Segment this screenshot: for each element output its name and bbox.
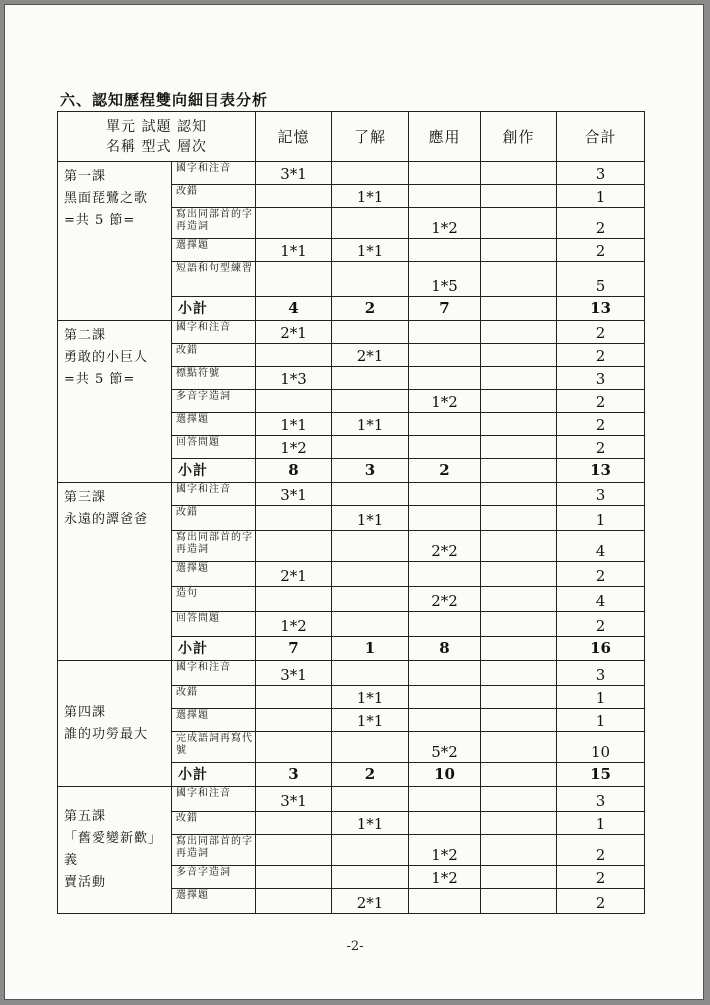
apply-cell <box>409 162 481 185</box>
total-cell: 5 <box>557 262 645 297</box>
page-number: -2- <box>346 939 364 954</box>
remember-cell <box>256 185 332 208</box>
unit-name-line: 第二課 <box>64 328 107 343</box>
table-row <box>58 321 645 344</box>
unit-name-line: 勇敢的小巨人 <box>64 350 149 365</box>
question-type-cell: 完成語詞再寫代號 <box>172 732 256 763</box>
remember-cell <box>256 686 332 709</box>
remember-cell: 1*2 <box>256 612 332 637</box>
unit-name-line: 「舊愛變新歡」義 <box>64 831 163 868</box>
create-cell <box>481 483 557 506</box>
apply-cell <box>409 483 481 506</box>
total-cell: 3 <box>557 367 645 390</box>
create-cell <box>481 661 557 686</box>
remember-cell: 3*1 <box>256 661 332 686</box>
apply-cell: 2*2 <box>409 587 481 612</box>
understand-cell <box>332 587 409 612</box>
question-type-cell: 選擇題 <box>172 239 256 262</box>
unit-name-line: 第一課 <box>64 169 107 184</box>
understand-cell: 1*1 <box>332 413 409 436</box>
understand-cell: 1*1 <box>332 239 409 262</box>
total-cell: 4 <box>557 531 645 562</box>
create-cell <box>481 763 557 787</box>
total-cell: 2 <box>557 321 645 344</box>
unit-name-line: 第四課 <box>64 704 107 720</box>
total-cell: 1 <box>557 185 645 208</box>
total-cell: 2 <box>557 866 645 889</box>
understand-cell <box>332 866 409 889</box>
understand-cell: 1*1 <box>332 812 409 835</box>
remember-cell: 1*2 <box>256 436 332 459</box>
understand-cell: 3 <box>332 459 409 483</box>
unit-header-cell <box>58 112 256 162</box>
total-cell: 1 <box>557 686 645 709</box>
question-type-cell: 改錯 <box>172 686 256 709</box>
remember-cell: 3*1 <box>256 162 332 185</box>
unit-name-line: 賣活動 <box>64 875 107 890</box>
apply-cell <box>409 344 481 367</box>
create-cell <box>481 297 557 321</box>
apply-cell: 1*5 <box>409 262 481 297</box>
total-cell: 3 <box>557 483 645 506</box>
subtotal-label: 小計 <box>172 297 256 321</box>
table-row <box>58 483 645 506</box>
remember-cell: 2*1 <box>256 562 332 587</box>
remember-cell: 1*1 <box>256 239 332 262</box>
create-cell <box>481 587 557 612</box>
remember-cell <box>256 208 332 239</box>
remember-cell <box>256 889 332 914</box>
analysis-table <box>57 111 645 914</box>
question-type-cell: 改錯 <box>172 506 256 531</box>
understand-cell <box>332 612 409 637</box>
understand-cell: 1 <box>332 637 409 661</box>
remember-cell <box>256 866 332 889</box>
understand-cell <box>332 262 409 297</box>
create-cell <box>481 709 557 732</box>
question-type-cell: 短語和句型練習 <box>172 262 256 297</box>
subtotal-label: 小計 <box>172 763 256 787</box>
question-type-cell: 寫出同部首的字再造詞 <box>172 208 256 239</box>
total-cell: 1 <box>557 506 645 531</box>
apply-cell <box>409 321 481 344</box>
apply-cell <box>409 436 481 459</box>
col-apply: 應用 <box>409 112 481 162</box>
create-cell <box>481 436 557 459</box>
total-cell: 2 <box>557 835 645 866</box>
understand-cell <box>332 787 409 812</box>
understand-cell: 1*1 <box>332 506 409 531</box>
unit-name-cell <box>58 321 172 483</box>
apply-cell: 2*2 <box>409 531 481 562</box>
total-cell: 2 <box>557 390 645 413</box>
question-type-cell: 選擇題 <box>172 709 256 732</box>
document-page <box>4 4 704 1000</box>
unit-name-cell <box>58 162 172 321</box>
total-cell: 2 <box>557 208 645 239</box>
understand-cell: 1*1 <box>332 185 409 208</box>
apply-cell: 7 <box>409 297 481 321</box>
apply-cell: 1*2 <box>409 866 481 889</box>
unit-name-line: =共 5 節= <box>64 213 136 228</box>
total-cell: 2 <box>557 889 645 914</box>
remember-cell <box>256 587 332 612</box>
col-create: 創作 <box>481 112 557 162</box>
table-row <box>58 162 645 185</box>
apply-cell: 1*2 <box>409 390 481 413</box>
understand-cell <box>332 835 409 866</box>
total-cell: 15 <box>557 763 645 787</box>
create-cell <box>481 185 557 208</box>
create-cell <box>481 344 557 367</box>
understand-cell <box>332 531 409 562</box>
unit-name-line: 永遠的譚爸爸 <box>64 512 149 527</box>
question-type-cell: 多音字造詞 <box>172 390 256 413</box>
question-type-cell: 回答問題 <box>172 612 256 637</box>
question-type-cell: 標點符號 <box>172 367 256 390</box>
unit-name-line: 第三課 <box>64 490 107 505</box>
unit-name-line: 誰的功勞最大 <box>64 726 149 742</box>
unit-name-line: 第五課 <box>64 809 107 824</box>
apply-cell <box>409 812 481 835</box>
total-cell: 13 <box>557 459 645 483</box>
question-type-cell: 造句 <box>172 587 256 612</box>
apply-cell: 8 <box>409 637 481 661</box>
remember-cell: 3 <box>256 763 332 787</box>
question-type-cell: 改錯 <box>172 344 256 367</box>
create-cell <box>481 732 557 763</box>
understand-cell <box>332 367 409 390</box>
header-row <box>58 112 645 162</box>
question-type-cell: 改錯 <box>172 185 256 208</box>
apply-cell <box>409 787 481 812</box>
total-cell: 3 <box>557 162 645 185</box>
understand-cell: 1*1 <box>332 709 409 732</box>
question-type-cell: 選擇題 <box>172 889 256 914</box>
create-cell <box>481 686 557 709</box>
apply-cell <box>409 889 481 914</box>
apply-cell: 2 <box>409 459 481 483</box>
question-type-cell: 寫出同部首的字再造詞 <box>172 835 256 866</box>
remember-cell: 2*1 <box>256 321 332 344</box>
subtotal-label: 小計 <box>172 459 256 483</box>
unit-name-cell <box>58 661 172 787</box>
question-type-cell: 選擇題 <box>172 562 256 587</box>
understand-cell <box>332 661 409 686</box>
remember-cell <box>256 262 332 297</box>
col-remember: 記憶 <box>256 112 332 162</box>
total-cell: 2 <box>557 413 645 436</box>
remember-cell: 3*1 <box>256 483 332 506</box>
question-type-cell: 國字和注音 <box>172 321 256 344</box>
col-total: 合計 <box>557 112 645 162</box>
create-cell <box>481 787 557 812</box>
remember-cell <box>256 506 332 531</box>
create-cell <box>481 889 557 914</box>
total-cell: 13 <box>557 297 645 321</box>
section-heading: 六、認知歷程雙向細目表分析 <box>60 91 269 109</box>
question-type-cell: 回答問題 <box>172 436 256 459</box>
unit-header-line1: 單元 試題 認知 <box>106 118 207 135</box>
subtotal-label: 小計 <box>172 637 256 661</box>
total-cell: 2 <box>557 239 645 262</box>
create-cell <box>481 812 557 835</box>
apply-cell <box>409 562 481 587</box>
remember-cell <box>256 812 332 835</box>
total-cell: 3 <box>557 787 645 812</box>
create-cell <box>481 835 557 866</box>
total-cell: 1 <box>557 709 645 732</box>
unit-header-line2: 名稱 型式 層次 <box>106 138 207 155</box>
remember-cell <box>256 709 332 732</box>
apply-cell: 10 <box>409 763 481 787</box>
unit-name-line: 黑面琵鷺之歌 <box>64 191 149 206</box>
question-type-cell: 國字和注音 <box>172 483 256 506</box>
apply-cell: 5*2 <box>409 732 481 763</box>
remember-cell <box>256 835 332 866</box>
create-cell <box>481 239 557 262</box>
remember-cell <box>256 732 332 763</box>
remember-cell: 8 <box>256 459 332 483</box>
understand-cell: 2*1 <box>332 889 409 914</box>
create-cell <box>481 531 557 562</box>
total-cell: 2 <box>557 344 645 367</box>
table-row <box>58 787 645 812</box>
remember-cell: 7 <box>256 637 332 661</box>
apply-cell <box>409 612 481 637</box>
create-cell <box>481 390 557 413</box>
total-cell: 2 <box>557 562 645 587</box>
apply-cell <box>409 709 481 732</box>
total-cell: 2 <box>557 436 645 459</box>
total-cell: 1 <box>557 812 645 835</box>
create-cell <box>481 866 557 889</box>
understand-cell: 2*1 <box>332 344 409 367</box>
remember-cell <box>256 344 332 367</box>
create-cell <box>481 459 557 483</box>
question-type-cell: 國字和注音 <box>172 661 256 686</box>
create-cell <box>481 612 557 637</box>
apply-cell: 1*2 <box>409 835 481 866</box>
create-cell <box>481 162 557 185</box>
create-cell <box>481 637 557 661</box>
remember-cell: 3*1 <box>256 787 332 812</box>
total-cell: 4 <box>557 587 645 612</box>
remember-cell: 1*3 <box>256 367 332 390</box>
create-cell <box>481 262 557 297</box>
create-cell <box>481 208 557 239</box>
understand-cell <box>332 208 409 239</box>
understand-cell: 2 <box>332 763 409 787</box>
understand-cell <box>332 162 409 185</box>
apply-cell <box>409 367 481 390</box>
unit-name-cell <box>58 787 172 914</box>
apply-cell <box>409 185 481 208</box>
remember-cell <box>256 390 332 413</box>
apply-cell <box>409 413 481 436</box>
understand-cell <box>332 562 409 587</box>
create-cell <box>481 506 557 531</box>
remember-cell: 1*1 <box>256 413 332 436</box>
table-row <box>58 661 645 686</box>
apply-cell <box>409 506 481 531</box>
unit-name-cell <box>58 483 172 661</box>
question-type-cell: 國字和注音 <box>172 162 256 185</box>
total-cell: 16 <box>557 637 645 661</box>
col-understand: 了解 <box>332 112 409 162</box>
question-type-cell: 寫出同部首的字再造詞 <box>172 531 256 562</box>
create-cell <box>481 413 557 436</box>
question-type-cell: 改錯 <box>172 812 256 835</box>
create-cell <box>481 562 557 587</box>
question-type-cell: 選擇題 <box>172 413 256 436</box>
understand-cell <box>332 390 409 413</box>
total-cell: 3 <box>557 661 645 686</box>
understand-cell <box>332 732 409 763</box>
understand-cell: 2 <box>332 297 409 321</box>
apply-cell <box>409 686 481 709</box>
remember-cell: 4 <box>256 297 332 321</box>
understand-cell: 1*1 <box>332 686 409 709</box>
question-type-cell: 多音字造詞 <box>172 866 256 889</box>
understand-cell <box>332 436 409 459</box>
create-cell <box>481 367 557 390</box>
understand-cell <box>332 483 409 506</box>
understand-cell <box>332 321 409 344</box>
question-type-cell: 國字和注音 <box>172 787 256 812</box>
total-cell: 2 <box>557 612 645 637</box>
total-cell: 10 <box>557 732 645 763</box>
apply-cell <box>409 661 481 686</box>
unit-name-line: =共 5 節= <box>64 372 136 387</box>
create-cell <box>481 321 557 344</box>
apply-cell <box>409 239 481 262</box>
apply-cell: 1*2 <box>409 208 481 239</box>
remember-cell <box>256 531 332 562</box>
